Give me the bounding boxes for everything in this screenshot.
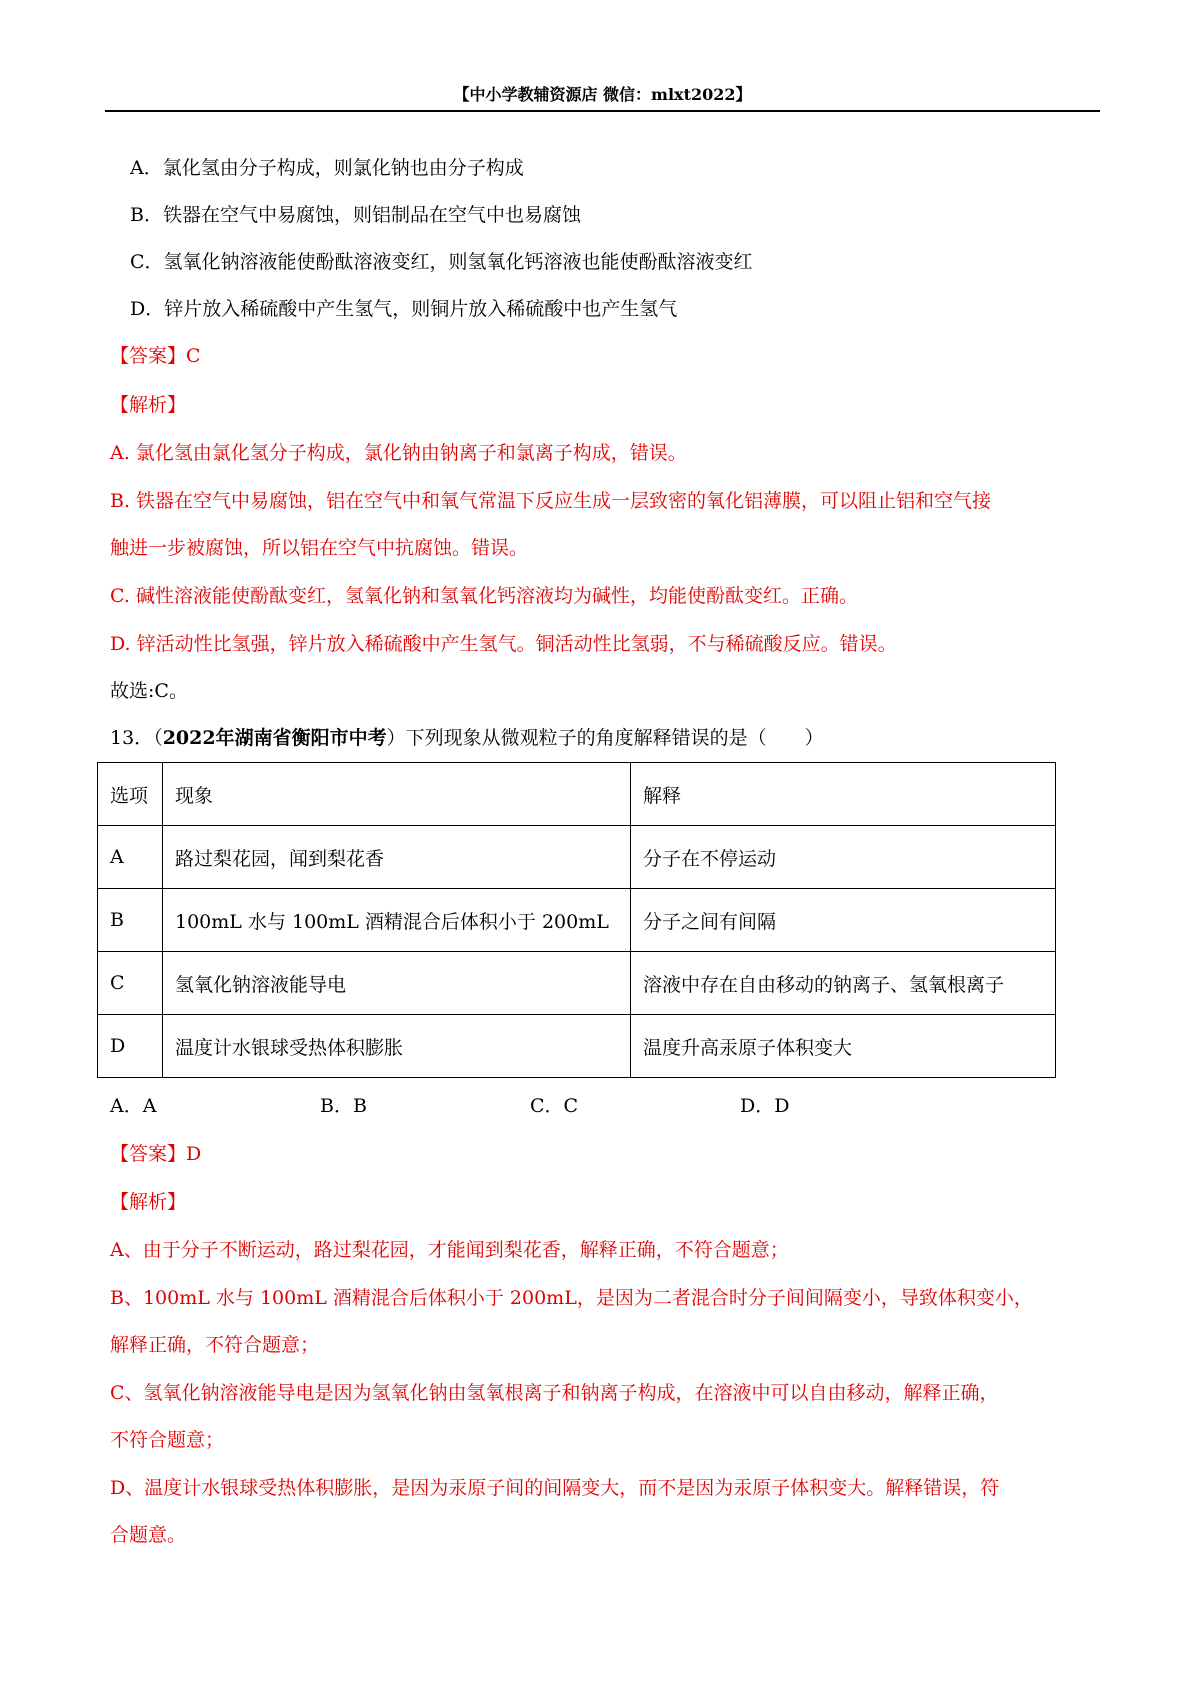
choice-a: A．A xyxy=(110,1095,157,1117)
source-paren-open: （ xyxy=(153,727,163,749)
question-source: 2022年湖南省衡阳市中考 xyxy=(162,727,387,749)
option-c: C．氢氧化钠溶液能使酚酞溶液变红，则氢氧化钙溶液也能使酚酞溶液变红 xyxy=(130,251,753,273)
analysis-line: 不符合题意； xyxy=(110,1429,225,1451)
table-row xyxy=(98,826,1056,889)
choice-d: D．D xyxy=(740,1095,790,1117)
table-cell: 温度升高汞原子体积变大 xyxy=(631,1015,1056,1078)
analysis-line: 合题意。 xyxy=(110,1524,187,1546)
option-a: A．氯化氢由分子构成，则氯化钠也由分子构成 xyxy=(130,157,524,179)
analysis-line: D、温度计水银球受热体积膨胀，是因为汞原子间的间隔变大，而不是因为汞原子体积变大。解释错误，符 xyxy=(110,1477,1000,1499)
table-cell: C xyxy=(98,952,163,1015)
answer-label: 【答案】 xyxy=(110,345,187,367)
table-header-cell: 现象 xyxy=(163,763,631,826)
choice-b: B．B xyxy=(320,1095,367,1117)
analysis-line: D. 锌活动性比氢强，锌片放入稀硫酸中产生氢气。铜活动性比氢弱，不与稀硫酸反应。错误。 xyxy=(110,633,897,655)
answer-line xyxy=(110,342,201,370)
analysis-label: 【解析】 xyxy=(110,394,187,416)
analysis-label: 【解析】 xyxy=(110,1191,187,1213)
table-cell: 100mL 水与 100mL 酒精混合后体积小于 200mL xyxy=(163,889,631,952)
table-header-cell: 解释 xyxy=(631,763,1056,826)
source-paren-close: ） xyxy=(386,727,406,749)
option-d: D．锌片放入稀硫酸中产生氢气，则铜片放入稀硫酸中也产生氢气 xyxy=(130,298,678,320)
table-header-row xyxy=(98,763,1056,826)
table-cell: B xyxy=(98,889,163,952)
answer-value: C xyxy=(186,345,201,367)
table-cell: 氢氧化钠溶液能导电 xyxy=(163,952,631,1015)
table-cell: 路过梨花园，闻到梨花香 xyxy=(163,826,631,889)
analysis-line: B、100mL 水与 100mL 酒精混合后体积小于 200mL，是因为二者混合时分子间间隔变小，导致体积变小， xyxy=(110,1287,1033,1309)
analysis-line: B. 铁器在空气中易腐蚀，铝在空气中和氧气常温下反应生成一层致密的氧化铝薄膜，可以阻止铝和空气接 xyxy=(110,490,992,512)
table-cell: 温度计水银球受热体积膨胀 xyxy=(163,1015,631,1078)
answer-value: D xyxy=(186,1143,202,1165)
table-cell: D xyxy=(98,1015,163,1078)
analysis-line: 触进一步被腐蚀，所以铝在空气中抗腐蚀。错误。 xyxy=(110,537,529,559)
question-13-stem xyxy=(110,724,824,752)
table-row xyxy=(98,889,1056,952)
choice-c: C．C xyxy=(530,1095,579,1117)
table-cell: 分子在不停运动 xyxy=(631,826,1056,889)
analysis-line: C. 碱性溶液能使酚酞变红，氢氧化钠和氢氧化钙溶液均为碱性，均能使酚酞变红。正确。 xyxy=(110,585,858,607)
question-number: 13． xyxy=(110,727,154,749)
conclusion: 故选:C。 xyxy=(110,680,188,702)
answer-label: 【答案】 xyxy=(110,1143,187,1165)
analysis-line: A、由于分子不断运动，路过梨花园，才能闻到梨花香，解释正确，不符合题意； xyxy=(110,1239,789,1261)
analysis-line: 解释正确，不符合题意； xyxy=(110,1334,320,1356)
analysis-line: A. 氯化氢由氯化氢分子构成，氯化钠由钠离子和氯离子构成，错误。 xyxy=(110,442,687,464)
table-cell: A xyxy=(98,826,163,889)
table-cell: 溶液中存在自由移动的钠离子、氢氧根离子 xyxy=(631,952,1056,1015)
table-row xyxy=(98,1015,1056,1078)
table-header-cell: 选项 xyxy=(98,763,163,826)
option-b: B．铁器在空气中易腐蚀，则铝制品在空气中也易腐蚀 xyxy=(130,204,581,226)
table-row xyxy=(98,952,1056,1015)
answer-line xyxy=(110,1140,201,1168)
table-cell: 分子之间有间隔 xyxy=(631,889,1056,952)
analysis-line: C、氢氧化钠溶液能导电是因为氢氧化钠由氢氧根离子和钠离子构成，在溶液中可以自由移动，解释正确， xyxy=(110,1382,999,1404)
page-header: 【中小学教辅资源店 微信：mlxt2022】 xyxy=(105,78,1100,112)
question-text: 下列现象从微观粒子的角度解释错误的是（ ） xyxy=(405,727,824,749)
question-table xyxy=(97,762,1056,1078)
